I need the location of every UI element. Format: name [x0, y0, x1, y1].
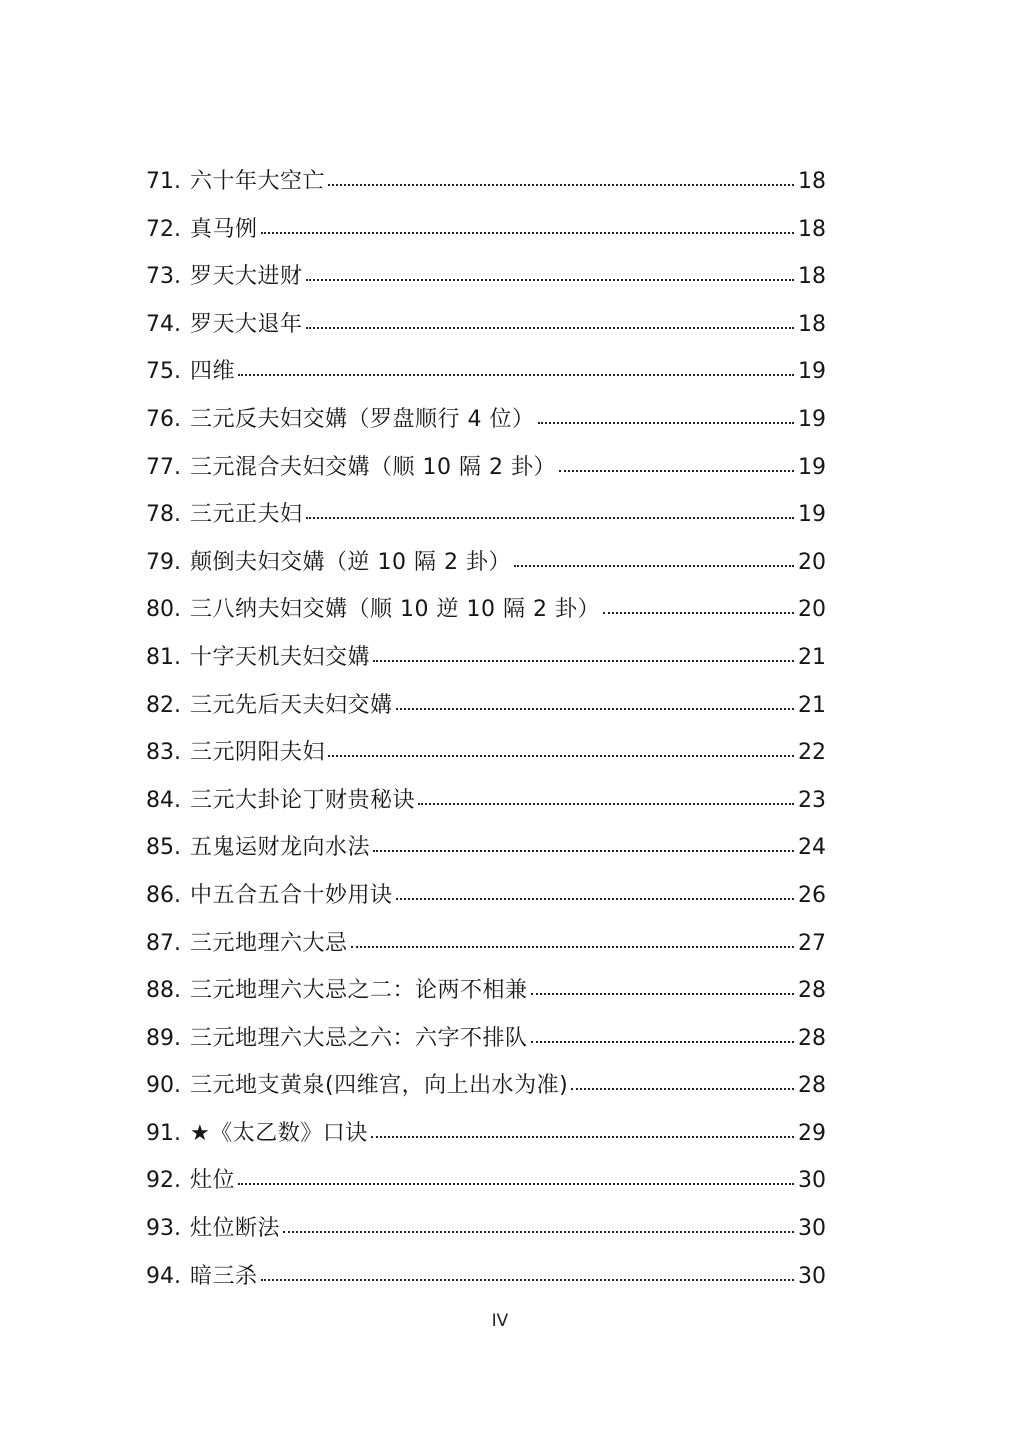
toc-entry-title: 四维: [190, 359, 236, 385]
dot-leader: [306, 516, 794, 519]
toc-entry[interactable]: [146, 1068, 826, 1116]
table-of-contents: [146, 164, 826, 1306]
dot-leader: [531, 992, 794, 995]
toc-entry[interactable]: [146, 830, 826, 878]
toc-entry[interactable]: [146, 688, 826, 736]
toc-entry-number: 77.: [146, 454, 181, 480]
toc-entry-title: 三元阴阳夫妇: [190, 740, 326, 766]
toc-entry-number: 78.: [146, 502, 181, 528]
toc-entry-number: 89.: [146, 1025, 181, 1051]
toc-entry-title: 三元大卦论丁财贵秘诀: [190, 787, 416, 813]
dot-leader: [396, 897, 794, 900]
toc-entry[interactable]: [146, 926, 826, 974]
toc-entry[interactable]: [146, 783, 826, 831]
toc-entry[interactable]: [146, 402, 826, 450]
dot-leader: [373, 659, 794, 662]
toc-entry-page: 19: [798, 359, 826, 385]
toc-entry-title: 三元正夫妇: [190, 502, 303, 528]
toc-entry-page: 19: [798, 502, 826, 528]
toc-entry-title: 六十年大空亡: [190, 169, 326, 194]
toc-entry-title: 三元先后天夫妇交媾: [190, 692, 393, 718]
dot-leader: [418, 802, 794, 805]
toc-entry[interactable]: [146, 592, 826, 640]
toc-entry[interactable]: [146, 497, 826, 545]
toc-entry[interactable]: [146, 1116, 826, 1164]
toc-entry-page: 22: [798, 740, 826, 766]
toc-entry[interactable]: [146, 878, 826, 926]
dot-leader: [371, 1135, 794, 1138]
toc-entry[interactable]: [146, 354, 826, 402]
dot-leader: [328, 754, 794, 757]
toc-entry[interactable]: [146, 307, 826, 355]
toc-entry-page: 21: [798, 644, 826, 670]
toc-entry-number: 93.: [146, 1216, 181, 1242]
dot-leader: [514, 564, 794, 567]
toc-entry-page: 19: [798, 454, 826, 480]
toc-entry-title: 罗天大退年: [190, 311, 303, 337]
toc-entry[interactable]: [146, 164, 826, 212]
page-number-footer: IV: [491, 1311, 509, 1331]
toc-entry[interactable]: [146, 450, 826, 498]
toc-entry-number: 84.: [146, 787, 181, 813]
toc-entry-number: 92.: [146, 1168, 181, 1194]
toc-entry-page: 20: [798, 549, 826, 575]
toc-entry-number: 94.: [146, 1263, 181, 1289]
toc-entry-page: 30: [798, 1168, 826, 1194]
dot-leader: [396, 707, 794, 710]
dot-leader: [328, 183, 794, 186]
toc-entry-title: 灶位: [190, 1168, 236, 1194]
toc-entry[interactable]: [146, 1163, 826, 1211]
toc-entry-title: 三元反夫妇交媾（罗盘顺行 4 位）: [190, 406, 535, 432]
toc-entry-page: 30: [798, 1216, 826, 1242]
toc-entry-title: 三元地理六大忌之六：六字不排队: [190, 1025, 528, 1051]
toc-entry[interactable]: [146, 259, 826, 307]
dot-leader: [283, 1230, 794, 1233]
dot-leader: [238, 373, 794, 376]
toc-entry-page: 27: [798, 930, 826, 956]
toc-entry-page: 23: [798, 787, 826, 813]
toc-entry-title: 真马例: [190, 216, 258, 242]
dot-leader: [351, 945, 794, 948]
toc-entry-number: 91.: [146, 1120, 181, 1146]
toc-entry-number: 90.: [146, 1073, 181, 1099]
toc-entry-title: 五鬼运财龙向水法: [190, 835, 371, 861]
dot-leader: [306, 326, 794, 329]
dot-leader: [261, 1278, 794, 1281]
toc-entry[interactable]: [146, 640, 826, 688]
toc-entry-page: 24: [798, 835, 826, 861]
toc-entry-page: 19: [798, 406, 826, 432]
toc-entry-title: ★《太乙数》口诀: [190, 1120, 368, 1146]
toc-entry-number: 75.: [146, 359, 181, 385]
toc-entry[interactable]: [146, 973, 826, 1021]
toc-entry-number: 81.: [146, 644, 181, 670]
toc-entry-number: 87.: [146, 930, 181, 956]
toc-entry[interactable]: [146, 735, 826, 783]
toc-entry-page: 18: [798, 311, 826, 337]
dot-leader: [261, 231, 794, 234]
toc-entry-page: 29: [798, 1120, 826, 1146]
toc-entry-title: 十字天机夫妇交媾: [190, 644, 371, 670]
toc-entry-number: 83.: [146, 740, 181, 766]
toc-entry-number: 82.: [146, 692, 181, 718]
toc-entry-title: 三元地支黄泉(四维宫，向上出水为准): [190, 1073, 569, 1099]
toc-entry-number: 76.: [146, 406, 181, 432]
toc-entry-title: 三元地理六大忌之二：论两不相兼: [190, 978, 528, 1004]
toc-entry[interactable]: [146, 1259, 826, 1307]
toc-entry-number: 86.: [146, 882, 181, 908]
toc-entry-title: 灶位断法: [190, 1216, 281, 1242]
toc-entry[interactable]: [146, 1211, 826, 1259]
toc-entry-number: 85.: [146, 835, 181, 861]
toc-entry-title: 三元地理六大忌: [190, 930, 348, 956]
toc-entry-page: 18: [798, 264, 826, 290]
toc-entry-title: 三八纳夫妇交媾（顺 10 逆 10 隔 2 卦）: [190, 597, 600, 623]
dot-leader: [238, 1182, 794, 1185]
dot-leader: [373, 849, 794, 852]
toc-entry-number: 74.: [146, 311, 181, 337]
toc-entry-page: 28: [798, 1073, 826, 1099]
toc-entry-number: 79.: [146, 549, 181, 575]
toc-entry-page: 18: [798, 216, 826, 242]
toc-entry-number: 71.: [146, 169, 181, 194]
toc-entry-title: 中五合五合十妙用诀: [190, 882, 393, 908]
toc-entry-title: 暗三杀: [190, 1263, 258, 1289]
dot-leader: [306, 278, 794, 281]
toc-entry-page: 28: [798, 1025, 826, 1051]
toc-entry-title: 罗天大进财: [190, 264, 303, 290]
toc-entry[interactable]: [146, 1021, 826, 1069]
toc-entry-page: 21: [798, 692, 826, 718]
toc-entry-page: 30: [798, 1263, 826, 1289]
toc-entry-number: 80.: [146, 597, 181, 623]
dot-leader: [571, 1087, 794, 1090]
toc-entry-page: 26: [798, 882, 826, 908]
toc-entry-title: 颠倒夫妇交媾（逆 10 隔 2 卦）: [190, 549, 511, 575]
dot-leader: [603, 611, 794, 614]
dot-leader: [531, 1040, 794, 1043]
toc-entry-title: 三元混合夫妇交媾（顺 10 隔 2 卦）: [190, 454, 556, 480]
toc-entry[interactable]: [146, 212, 826, 260]
toc-entry-number: 88.: [146, 978, 181, 1004]
toc-entry-page: 28: [798, 978, 826, 1004]
toc-entry-page: 20: [798, 597, 826, 623]
dot-leader: [538, 421, 795, 424]
toc-entry[interactable]: [146, 545, 826, 593]
toc-entry-page: 18: [798, 169, 826, 194]
toc-entry-number: 73.: [146, 264, 181, 290]
toc-entry-number: 72.: [146, 216, 181, 242]
dot-leader: [559, 469, 794, 472]
